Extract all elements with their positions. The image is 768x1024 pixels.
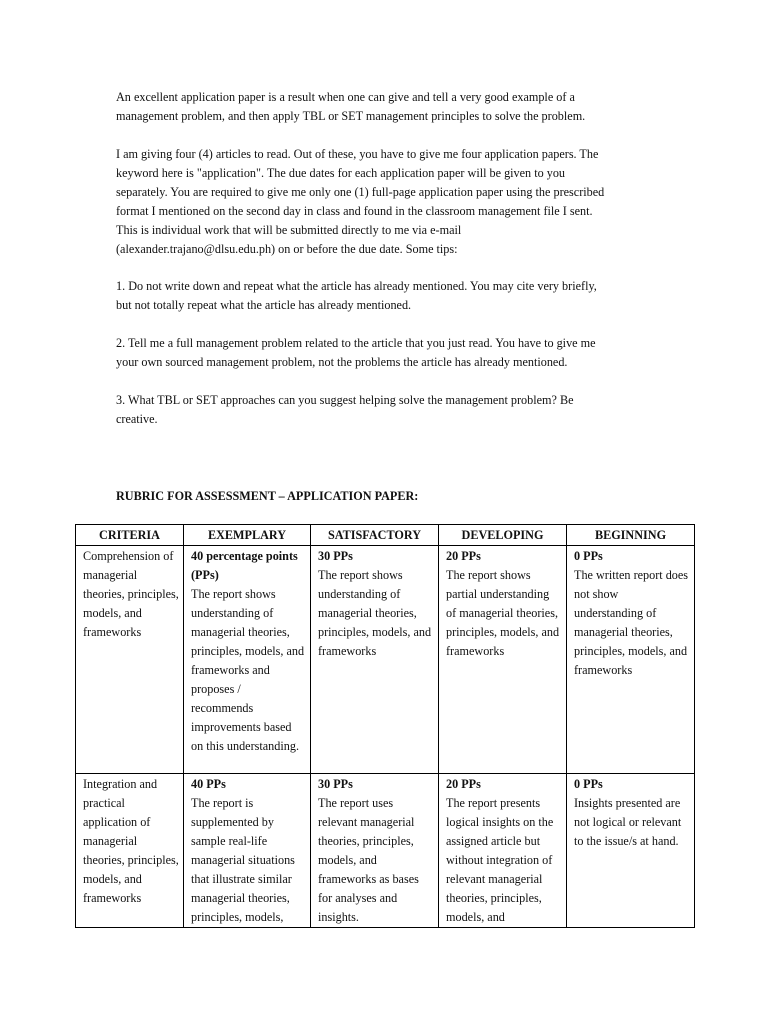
- criteria-cell: [76, 546, 184, 774]
- satisfactory-cell: [311, 546, 439, 774]
- text-line: 3. What TBL or SET approaches can you suggest helping solve the management problem? Be: [116, 393, 574, 407]
- description-text: The report presents logical insights on the assigned article but without integration of relevant managerial theories, principles, models, and: [446, 796, 554, 924]
- rubric-header-row: [76, 525, 695, 546]
- criteria-cell: [76, 774, 184, 928]
- beginning-cell: [567, 546, 695, 774]
- description-text: The report uses relevant managerial theories, principles, models, and frameworks as bases for analyses and insights.: [318, 796, 419, 924]
- text-line: This is individual work that will be submitted directly to me via e-mail: [116, 223, 462, 237]
- points-label: 0 PPs: [574, 777, 603, 791]
- description-text: The written report does not show understanding of managerial theories, principles, models, and frameworks: [574, 568, 689, 677]
- text-line: but not totally repeat what the article has already mentioned.: [116, 298, 412, 312]
- satisfactory-cell: [311, 774, 439, 928]
- text-line: your own sourced management problem, not the problems the article has already mentioned.: [116, 355, 568, 369]
- header-satisfactory: SATISFACTORY: [311, 525, 439, 546]
- header-beginning: BEGINNING: [567, 525, 695, 546]
- text-line: management problem, and then apply TBL or SET management principles to solve the problem.: [116, 109, 586, 123]
- instructions-paragraph: [116, 145, 656, 259]
- text-line: separately. You are required to give me only one (1) full-page application paper using the prescribed: [116, 185, 605, 199]
- criteria-text: Comprehension of managerial theories, principles, models, and frameworks: [83, 549, 179, 639]
- criteria-text: Integration and practical application of managerial theories, principles, models, and frameworks: [83, 777, 179, 905]
- rubric-table: [75, 524, 695, 928]
- points-label: 30 PPs: [318, 777, 353, 791]
- tip-3: [116, 391, 656, 429]
- text-line: 2. Tell me a full management problem related to the article that you just read. You have to give me: [116, 336, 596, 350]
- beginning-cell: [567, 774, 695, 928]
- rubric-title: RUBRIC FOR ASSESSMENT – APPLICATION PAPER:: [116, 489, 419, 503]
- description-text: The report shows partial understanding of managerial theories, principles, models, and frameworks: [446, 568, 560, 658]
- points-label: 30 PPs: [318, 549, 353, 563]
- points-label: 40 percentage points (PPs): [191, 549, 298, 582]
- intro-paragraph: [116, 88, 656, 126]
- points-label: 0 PPs: [574, 549, 603, 563]
- text-line: creative.: [116, 412, 158, 426]
- description-text: Insights presented are not logical or relevant to the issue/s at hand.: [574, 796, 682, 848]
- text-line: An excellent application paper is a result when one can give and tell a very good example of a: [116, 90, 575, 104]
- text-line: I am giving four (4) articles to read. Out of these, you have to give me four application papers. The: [116, 147, 599, 161]
- description-text: The report is supplemented by sample real-life managerial situations that illustrate similar managerial theories, principles, models,: [191, 796, 295, 924]
- text-line: 1. Do not write down and repeat what the article has already mentioned. You may cite very briefly,: [116, 279, 597, 293]
- points-label: 20 PPs: [446, 777, 481, 791]
- description-text: The report shows understanding of managerial theories, principles, models, and frameworks and proposes / recommends improvements based on this understanding.: [191, 587, 305, 753]
- header-criteria: CRITERIA: [76, 525, 184, 546]
- table-row: [76, 546, 695, 774]
- text-line: (alexander.trajano@dlsu.edu.ph) on or before the due date. Some tips:: [116, 242, 458, 256]
- tip-2: [116, 334, 656, 372]
- developing-cell: [439, 774, 567, 928]
- exemplary-cell: [184, 546, 311, 774]
- points-label: 20 PPs: [446, 549, 481, 563]
- developing-cell: [439, 546, 567, 774]
- tip-1: [116, 277, 656, 315]
- exemplary-cell: [184, 774, 311, 928]
- text-line: format I mentioned on the second day in class and found in the classroom management file I sent.: [116, 204, 593, 218]
- text-line: keyword here is "application". The due dates for each application paper will be given to you: [116, 166, 566, 180]
- header-developing: DEVELOPING: [439, 525, 567, 546]
- header-exemplary: EXEMPLARY: [184, 525, 311, 546]
- table-row: [76, 774, 695, 928]
- description-text: The report shows understanding of managerial theories, principles, models, and frameworks: [318, 568, 432, 658]
- points-label: 40 PPs: [191, 777, 226, 791]
